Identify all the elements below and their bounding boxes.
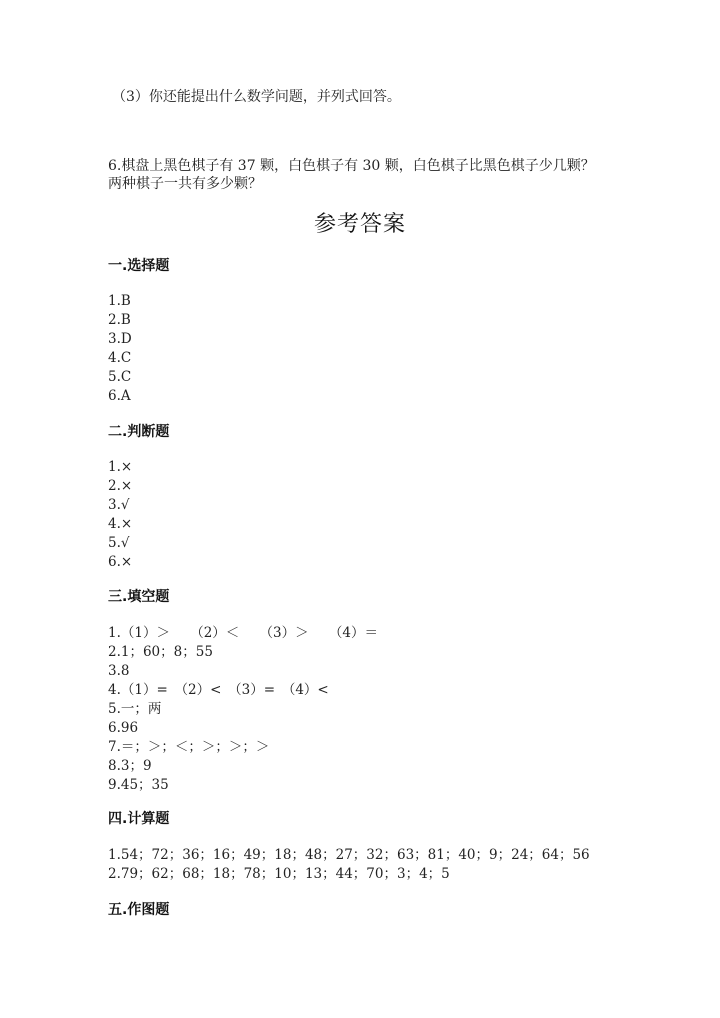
section-heading-calc: 四.计算题 [108,811,170,827]
answer-item: 2.× [108,478,133,494]
answer-item: 6.A [108,388,131,404]
answer-key-title: 参考答案 [313,212,406,237]
section-heading-fill: 三.填空题 [108,589,170,605]
answer-item: 7.＝；＞；＜；＞；＞；＞ [108,739,270,755]
answer-item: 5.一；两 [108,701,162,717]
answer-item: 2.1；60；8；55 [108,644,213,660]
answer-item: 1.B [108,293,131,309]
answer-item: 4.× [108,516,133,532]
answer-item: 5.√ [108,535,130,551]
section-heading-draw: 五.作图题 [108,902,170,918]
answer-item: 1.54；72；36；16；49；18；48；27；32；63；81；40；9；24；64；56 [108,847,590,863]
answer-item: 5.C [108,369,132,385]
answer-item: 3.D [108,331,132,347]
section-heading-judge: 二.判断题 [108,424,170,440]
answer-item: 9.45；35 [108,777,169,793]
answer-item: 4.（1）= （2）< （3）= （4）< [108,682,329,698]
answer-item: 6.96 [108,720,139,736]
answer-item: 2.79；62；68；18；78；10；13；44；70；3；4；5 [108,866,450,882]
answer-item: 4.C [108,350,132,366]
answer-item: 8.3；9 [108,758,152,774]
section-heading-choice: 一.选择题 [108,258,170,274]
answer-item: 1.× [108,459,133,475]
question-5-sub3: （3）你还能提出什么数学问题，并列式回答。 [112,89,401,105]
answer-item: 2.B [108,312,131,328]
question-6-line2: 两种棋子一共有多少颗？ [108,176,262,192]
answer-item: 6.× [108,554,133,570]
question-6-line1: 6.棋盘上黑色棋子有 37 颗，白色棋子有 30 颗，白色棋子比黑色棋子少几颗？ [108,158,595,174]
answer-item: 1.（1）＞ （2）＜ （3）＞ （4）＝ [108,625,378,641]
answer-item: 3.8 [108,663,130,679]
answer-item: 3.√ [108,497,130,513]
